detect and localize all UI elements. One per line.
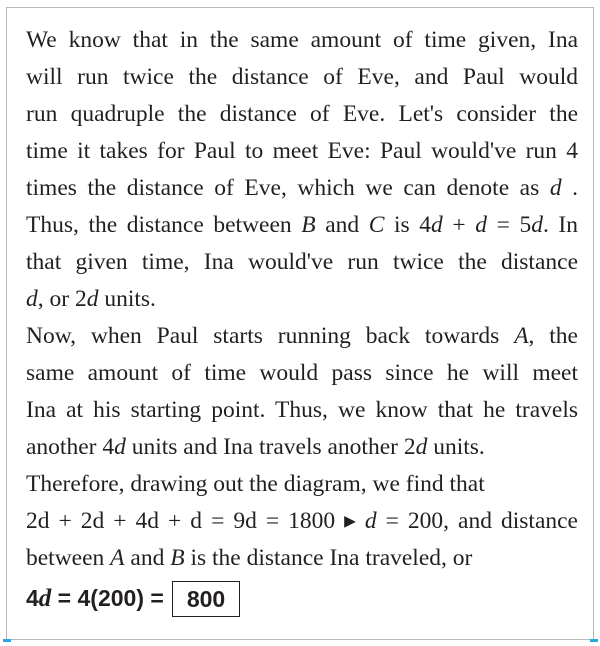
text-line: run quadruple the distance of Eve. Let's consider the: [26, 101, 578, 127]
text-line: that given time, Ina would've run twice the distance: [26, 249, 578, 275]
text-line: will run twice the distance of Eve, and Paul would: [26, 64, 578, 90]
text-line: times the distance of Eve, which we can denote as d .: [26, 175, 579, 201]
text-line: between A and B is the distance Ina traveled, or: [26, 545, 473, 571]
answer-box: 800: [172, 581, 240, 617]
corner-mark-left: [3, 639, 11, 642]
solution-text: [26, 22, 578, 619]
text-line: We know that in the same amount of time given, Ina: [26, 27, 578, 53]
text-line: same amount of time would pass since he will meet: [26, 360, 578, 386]
final-answer-line: [26, 579, 578, 619]
text-line: Therefore, drawing out the diagram, we find that: [26, 471, 485, 497]
text-line: Now, when Paul starts running back towards A, the: [26, 323, 578, 349]
text-line: another 4d units and Ina travels another 2d units.: [26, 434, 485, 460]
text-line: 2d + 2d + 4d + d = 9d = 1800 ▸ d = 200, and distance: [26, 508, 578, 534]
text-line: time it takes for Paul to meet Eve: Paul would've run 4: [26, 138, 578, 164]
text-line: Ina at his starting point. Thus, we know that he travels: [26, 397, 578, 423]
text-line: Thus, the distance between B and C is 4d + d = 5d. In: [26, 212, 578, 238]
final-expression: 4d = 4(200) =: [26, 585, 164, 612]
corner-mark-right: [590, 639, 598, 642]
solution-paragraphs: [26, 22, 578, 577]
text-line: d, or 2d units.: [26, 286, 156, 312]
